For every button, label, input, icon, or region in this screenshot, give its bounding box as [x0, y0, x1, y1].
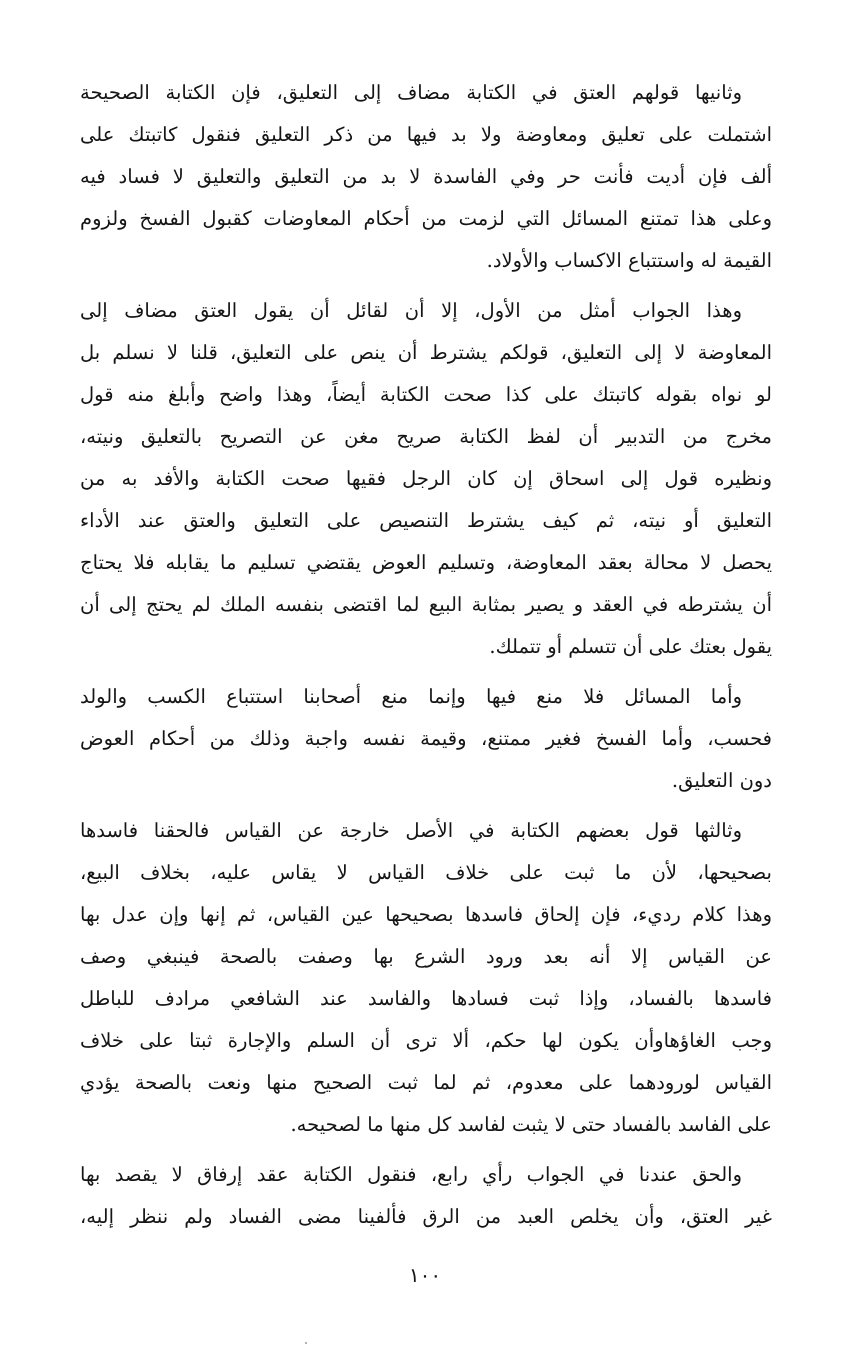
paragraph [80, 290, 772, 668]
page-number: ١٠٠ [408, 1263, 442, 1287]
paragraph-gap [80, 1146, 772, 1154]
text-line: مخرج من التدبير أن لفظ الكتابة صريح مغن عن التصريح بالتعليق ونيته، [80, 425, 772, 448]
paragraph [80, 1154, 772, 1238]
paragraph-gap [80, 802, 772, 810]
text-line: اشتملت على تعليق ومعاوضة ولا بد فيها من ذكر التعليق فنقول كاتبتك على [80, 123, 772, 146]
text-line: وثانيها قولهم العتق في الكتابة مضاف إلى التعليق، فإن الكتابة الصحيحة [80, 81, 742, 104]
paragraph [80, 810, 772, 1146]
text-line: وثالثها قول بعضهم الكتابة في الأصل خارجة عن القياس فالحقنا فاسدها [80, 819, 742, 842]
text-line: ونظيره قول إلى اسحاق إن كان الرجل فقيها صحت الكتابة والأفد به من [80, 467, 772, 490]
text-line: وأما المسائل فلا منع فيها وإنما منع أصحابنا استتباع الكسب والولد [80, 685, 742, 708]
text-line: دون التعليق. [671, 769, 772, 792]
paragraph [80, 676, 772, 802]
text-line: وهذا كلام رديء، فإن إلحاق فاسدها بصحيحها عين القياس، ثم إنها وإن عدل بها [80, 903, 772, 926]
text-line: القياس لورودهما على معدوم، ثم لما ثبت الصحيح منها ونعت بالصحة يؤدي [80, 1071, 772, 1094]
paragraph-gap [80, 282, 772, 290]
text-line: المعاوضة لا إلى التعليق، قولكم يشترط أن ينص على التعليق، قلنا لا نسلم بل [80, 341, 772, 364]
text-line: فاسدها بالفساد، وإذا ثبت فسادها والفاسد عند الشافعي مرادف للباطل [80, 987, 772, 1010]
text-line: أن يشترطه في العقد و يصير بمثابة البيع لما اقتضى بنفسه الملك لم يحتج إلى أن [80, 593, 772, 616]
text-line: التعليق أو نيته، ثم كيف يشترط التنصيص على التعليق والعتق عند الأداء [80, 509, 772, 532]
text-line: وعلى هذا تمتنع المسائل التي لزمت من أحكام المعاوضات كقبول الفسخ ولزوم [80, 207, 772, 230]
paragraph-gap [80, 668, 772, 676]
text-line: وهذا الجواب أمثل من الأول، إلا أن لقائل أن يقول العتق مضاف إلى [80, 299, 742, 322]
text-line: والحق عندنا في الجواب رأي رابع، فنقول الكتابة عقد إرفاق لا يقصد بها [80, 1163, 742, 1186]
paragraph [80, 72, 772, 282]
scan-speck [305, 1342, 307, 1344]
text-line: على الفاسد بالفساد حتى لا يثبت لفاسد كل منها ما لصحيحه. [290, 1113, 772, 1136]
text-line: يحصل لا محالة بعقد المعاوضة، وتسليم العوض يقتضي تسليم ما يقابله فلا يحتاج [80, 551, 772, 574]
text-line: فحسب، وأما الفسخ فغير ممتنع، وقيمة نفسه واجبة وذلك من أحكام العوض [80, 727, 772, 750]
text-line: القيمة له واستتباع الاكساب والأولاد. [486, 249, 772, 272]
page-body [80, 72, 772, 1238]
text-line: لو نواه بقوله كاتبتك على كذا صحت الكتابة أيضاً، وهذا واضح وأبلغ منه قول [80, 383, 772, 406]
text-line: ألف فإن أديت فأنت حر وفي الفاسدة لا بد من التعليق والتعليق لا فساد فيه [80, 165, 772, 188]
text-line: وجب الغاؤهاوأن يكون لها حكم، ألا ترى أن السلم والإجارة ثبتا على خلاف [80, 1029, 772, 1052]
text-line: بصحيحها، لأن ما ثبت على خلاف القياس لا يقاس عليه، بخلاف البيع، [80, 861, 772, 884]
text-line: عن القياس إلا أنه بعد ورود الشرع بها وصفت بالصحة فينبغي وصف [80, 945, 772, 968]
text-line: يقول بعتك على أن تتسلم أو تتملك. [489, 635, 772, 658]
text-line: غير العتق، وأن يخلص العبد من الرق فألفينا مضى الفساد ولم ننظر إليه، [80, 1205, 772, 1228]
